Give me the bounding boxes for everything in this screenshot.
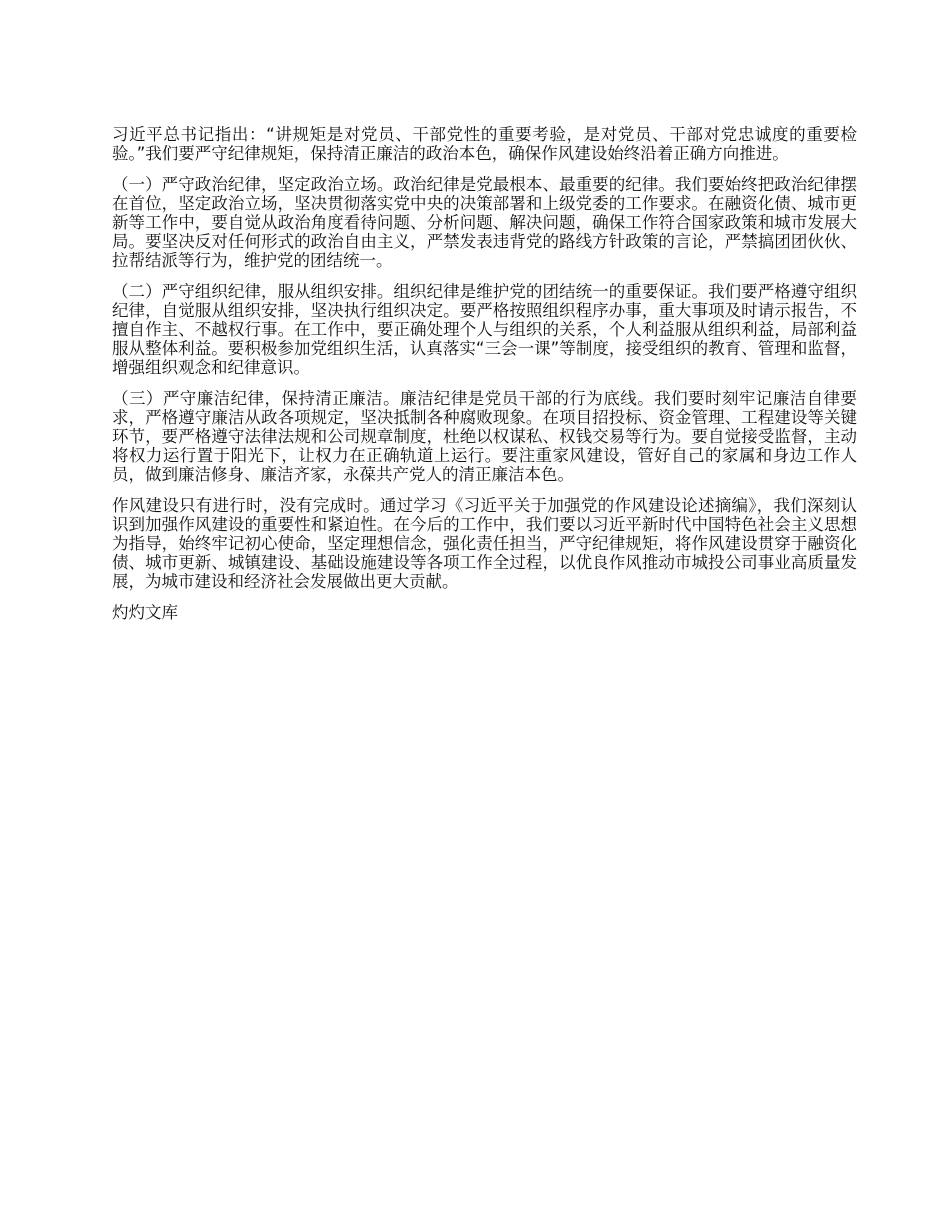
- intro-paragraph: 习近平总书记指出：“讲规矩是对党员、干部党性的重要考验，是对党员、干部对党忠诚度的重要检验。”我们要严守纪律规矩，保持清正廉洁的政治本色，确保作风建设始终沿着正确方向推进。: [112, 125, 857, 163]
- conclusion-paragraph: 作风建设只有进行时，没有完成时。通过学习《习近平关于加强党的作风建设论述摘编》，我们深刻认识到加强作风建设的重要性和紧迫性。在今后的工作中，我们要以习近平新时代中国特色社会主义思想为指导，始终牢记初心使命，坚定理想信念，强化责任担当，严守纪律规矩，将作风建设贯穿于融资化债、城市更新、城镇建设、基础设施建设等各项工作全过程，以优良作风推动市城投公司事业高质量发展，为城市建设和经济社会发展做出更大贡献。: [112, 496, 857, 591]
- organizational-discipline-paragraph: （二）严守组织纪律，服从组织安排。组织纪律是维护党的团结统一的重要保证。我们要严格遵守组织纪律，自觉服从组织安排，坚决执行组织决定。要严格按照组织程序办事，重大事项及时请示报告，不擅自作主、不越权行事。在工作中，要正确处理个人与组织的关系，个人利益服从组织利益，局部利益服从整体利益。要积极参加党组织生活，认真落实“三会一课”等制度，接受组织的教育、管理和监督，增强组织观念和纪律意识。: [112, 282, 857, 377]
- document-body: [112, 125, 857, 622]
- political-discipline-paragraph: （一）严守政治纪律，坚定政治立场。政治纪律是党最根本、最重要的纪律。我们要始终把政治纪律摆在首位，坚定政治立场，坚决贯彻落实党中央的决策部署和上级党委的工作要求。在融资化债、城市更新等工作中，要自觉从政治角度看待问题、分析问题、解决问题，确保工作符合国家政策和城市发展大局。要坚决反对任何形式的政治自由主义，严禁发表违背党的路线方针政策的言论，严禁搞团团伙伙、拉帮结派等行为，维护党的团结统一。: [112, 175, 857, 270]
- integrity-discipline-paragraph: （三）严守廉洁纪律，保持清正廉洁。廉洁纪律是党员干部的行为底线。我们要时刻牢记廉洁自律要求，严格遵守廉洁从政各项规定，坚决抵制各种腐败现象。在项目招投标、资金管理、工程建设等关键环节，要严格遵守法律法规和公司规章制度，杜绝以权谋私、权钱交易等行为。要自觉接受监督，主动将权力运行置于阳光下，让权力在正确轨道上运行。要注重家风建设，管好自己的家属和身边工作人员，做到廉洁修身、廉洁齐家，永葆共产党人的清正廉洁本色。: [112, 389, 857, 484]
- footer-source: 灼灼文库: [112, 603, 178, 622]
